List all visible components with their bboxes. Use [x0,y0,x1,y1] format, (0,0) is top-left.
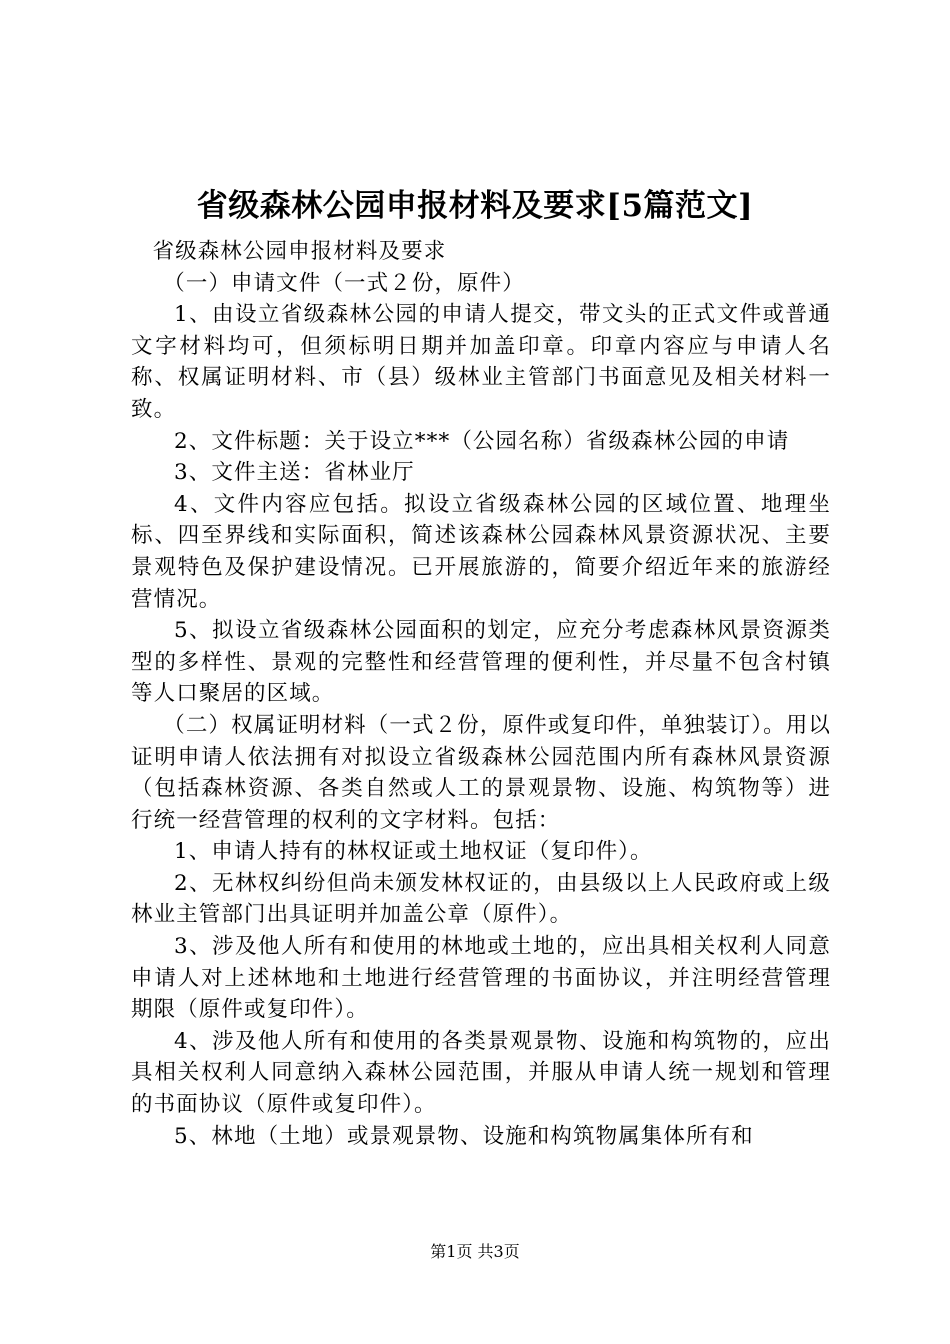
paragraph: 4、涉及他人所有和使用的各类景观景物、设施和构筑物的，应出具相关权利人同意纳入森林公园范围，并服从申请人统一规划和管理的书面协议（原件或复印件）。 [131,1028,831,1118]
paragraph: 3、涉及他人所有和使用的林地或土地的，应出具相关权利人同意申请人对上述林地和土地进行经营管理的书面协议，并注明经营管理期限（原件或复印件）。 [131,934,831,1023]
document-title: 省级森林公园申报材料及要求[5篇范文] [196,188,754,224]
paragraph: 5、林地（土地）或景观景物、设施和构筑物属集体所有和 [174,1123,754,1149]
section-heading-application: （一）申请文件（一式２份，原件） [163,270,525,296]
paragraph: 5、拟设立省级森林公园面积的划定，应充分考虑森林风景资源类型的多样性、景观的完整性和经营管理的便利性，并尽量不包含村镇等人口聚居的区域。 [131,618,831,707]
paragraph: 2、文件标题：关于设立***（公园名称）省级森林公园的申请 [174,428,790,454]
section-heading-ownership: （二）权属证明材料（一式２份，原件或复印件，单独装订）。用以证明申请人依法拥有对拟设立省级森林公园范围内所有森林风景资源（包括森林资源、各类自然或人工的景观景物、设施、构筑物等）进行统一经营管理的权利的文字材料。包括： [131,712,831,833]
paragraph: 1、申请人持有的林权证或土地权证（复印件）。 [174,839,653,865]
paragraph: 4、文件内容应包括。拟设立省级森林公园的区域位置、地理坐标、四至界线和实际面积，简述该森林公园森林风景资源状况、主要景观特色及保护建设情况。已开展旅游的，简要介绍近年来的旅游经营情况。 [131,491,831,612]
paragraph: 3、文件主送：省林业厅 [174,460,415,486]
paragraph: 2、无林权纠纷但尚未颁发林权证的，由县级以上人民政府或上级林业主管部门出具证明并加盖公章（原件）。 [131,870,831,928]
document-body [131,236,831,1152]
document-subtitle: 省级森林公园申报材料及要求 [152,239,447,264]
paragraph: 1、由设立省级森林公园的申请人提交，带文头的正式文件或普通文字材料均可，但须标明日期并加盖印章。印章内容应与申请人名称、权属证明材料、市（县）级林业主管部门书面意见及相关材料一致。 [131,302,831,422]
page-number: 第1页 共3页 [430,1242,520,1261]
